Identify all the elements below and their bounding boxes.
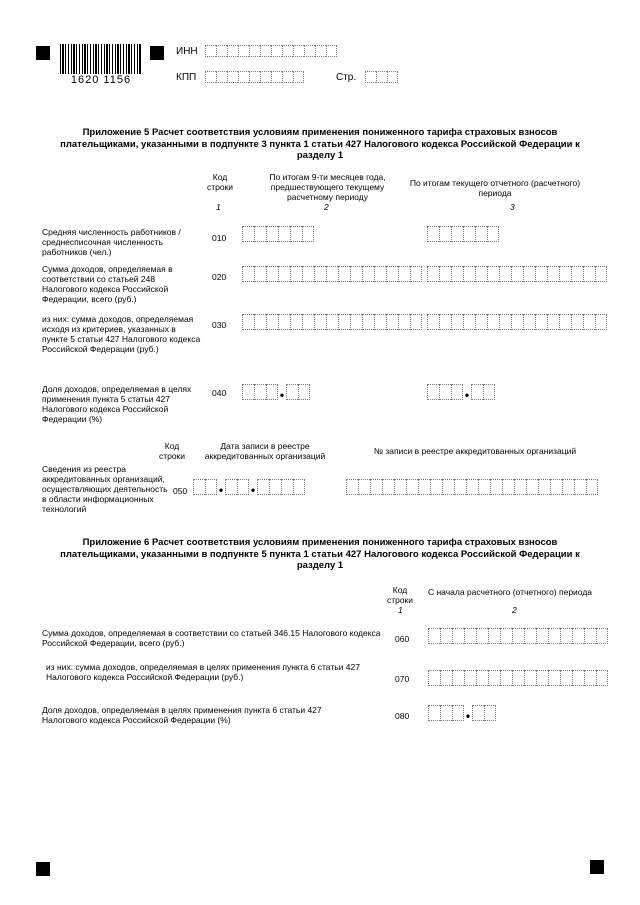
input-cell[interactable] [512, 628, 524, 644]
input-cell[interactable] [346, 479, 358, 495]
input-cell[interactable] [205, 71, 216, 83]
row-010-col3-field[interactable] [427, 226, 499, 242]
input-cell[interactable] [326, 314, 338, 330]
input-cell[interactable] [442, 479, 454, 495]
input-cell[interactable] [374, 266, 386, 282]
input-cell[interactable] [476, 670, 488, 686]
input-cell[interactable] [500, 670, 512, 686]
input-cell[interactable] [290, 226, 302, 242]
input-cell[interactable] [326, 45, 337, 57]
input-cell[interactable] [227, 45, 238, 57]
app6-col-code-header: Код строки [386, 585, 414, 605]
input-cell[interactable] [225, 479, 237, 495]
input-cell[interactable] [302, 314, 314, 330]
decimal-separator: • [250, 483, 256, 497]
input-cell[interactable] [249, 45, 260, 57]
barcode-bars [60, 44, 142, 74]
barcode [60, 44, 142, 84]
input-cell[interactable] [398, 314, 410, 330]
input-cell[interactable] [362, 314, 374, 330]
input-cell[interactable] [376, 71, 387, 83]
input-cell[interactable] [398, 266, 410, 282]
input-cell[interactable] [266, 266, 278, 282]
input-cell[interactable] [440, 705, 452, 721]
input-cell[interactable] [499, 266, 511, 282]
input-cell[interactable] [464, 670, 476, 686]
row-050-label: Сведения из реестра аккредитованных организаций, осуществляющих деятельность в области информационных технологий [42, 464, 168, 514]
input-cell[interactable] [463, 314, 475, 330]
input-cell[interactable] [586, 479, 598, 495]
input-cell[interactable] [430, 479, 442, 495]
input-cell[interactable] [237, 479, 249, 495]
input-cell[interactable] [547, 266, 559, 282]
input-cell[interactable] [571, 266, 583, 282]
col-code-header: Код строки [206, 172, 234, 192]
input-cell[interactable] [205, 45, 216, 57]
input-cell[interactable] [523, 314, 535, 330]
row-070-label: из них: сумма доходов, определяемая в целях применения пункта 6 статьи 427 Налогового кодекса Российской Федерации (руб.) [46, 662, 360, 682]
input-cell[interactable] [257, 479, 269, 495]
decimal-separator: • [218, 483, 224, 497]
input-cell[interactable] [427, 266, 439, 282]
input-cell[interactable] [463, 266, 475, 282]
row-080-code: 080 [395, 711, 410, 721]
input-cell[interactable] [524, 670, 536, 686]
col-num-2: 2 [324, 202, 329, 212]
input-cell[interactable] [302, 226, 314, 242]
input-cell[interactable] [584, 670, 596, 686]
input-cell[interactable] [271, 45, 282, 57]
input-cell[interactable] [535, 314, 547, 330]
input-cell[interactable] [326, 266, 338, 282]
input-cell[interactable] [238, 71, 249, 83]
input-cell[interactable] [560, 670, 572, 686]
row-050-code: 050 [173, 486, 188, 496]
input-cell[interactable] [466, 479, 478, 495]
input-cell[interactable] [350, 266, 362, 282]
input-cell[interactable] [488, 628, 500, 644]
input-cell[interactable] [500, 628, 512, 644]
input-cell[interactable] [314, 266, 326, 282]
app6-col-num-1: 1 [398, 605, 403, 615]
input-cell[interactable] [242, 314, 254, 330]
input-cell[interactable] [304, 45, 315, 57]
input-cell[interactable] [216, 71, 227, 83]
input-cell[interactable] [502, 479, 514, 495]
input-cell[interactable] [427, 226, 439, 242]
input-cell[interactable] [478, 479, 490, 495]
input-cell[interactable] [278, 314, 290, 330]
input-cell[interactable] [427, 314, 439, 330]
row-030-col2-field[interactable] [242, 314, 422, 330]
input-cell[interactable] [523, 266, 535, 282]
input-cell[interactable] [475, 226, 487, 242]
input-cell[interactable] [559, 314, 571, 330]
input-cell[interactable] [314, 314, 326, 330]
input-cell[interactable] [451, 226, 463, 242]
input-cell[interactable] [548, 628, 560, 644]
input-cell[interactable] [293, 71, 304, 83]
corner-marker-top-left [36, 46, 50, 60]
input-cell[interactable] [290, 266, 302, 282]
input-cell[interactable] [572, 670, 584, 686]
row-010-col2-field[interactable] [242, 226, 314, 242]
row-070-field[interactable] [428, 670, 608, 686]
input-cell[interactable] [338, 314, 350, 330]
input-cell[interactable] [427, 384, 439, 400]
input-cell[interactable] [386, 314, 398, 330]
input-cell[interactable] [511, 266, 523, 282]
row-050-num-field[interactable] [346, 479, 598, 495]
input-cell[interactable] [464, 628, 476, 644]
app6-col-period-header: С начала расчетного (отчетного) периода [427, 587, 593, 597]
input-cell[interactable] [596, 628, 608, 644]
input-cell[interactable] [290, 314, 302, 330]
row-060-code: 060 [395, 634, 410, 644]
input-cell[interactable] [475, 266, 487, 282]
input-cell[interactable] [550, 479, 562, 495]
input-cell[interactable] [548, 670, 560, 686]
input-cell[interactable] [216, 45, 227, 57]
row-060-label: Сумма доходов, определяемая в соответствии со статьей 346.15 Налогового кодекса Российской Федерации, всего (руб.) [42, 628, 381, 648]
input-cell[interactable] [271, 71, 282, 83]
input-cell[interactable] [394, 479, 406, 495]
input-cell[interactable] [451, 266, 463, 282]
input-cell[interactable] [254, 314, 266, 330]
input-cell[interactable] [595, 314, 607, 330]
input-cell[interactable] [572, 628, 584, 644]
row-030-col3-field[interactable] [427, 314, 607, 330]
input-cell[interactable] [428, 670, 440, 686]
input-cell[interactable] [293, 45, 304, 57]
input-cell[interactable] [439, 266, 451, 282]
input-cell[interactable] [476, 628, 488, 644]
inn-label: ИНН [176, 46, 198, 57]
input-cell[interactable] [475, 314, 487, 330]
input-cell[interactable] [488, 670, 500, 686]
input-cell[interactable] [410, 266, 422, 282]
input-cell[interactable] [562, 479, 574, 495]
input-cell[interactable] [387, 71, 398, 83]
input-cell[interactable] [282, 45, 293, 57]
row-030-code: 030 [212, 320, 227, 330]
corner-marker-top-mid [150, 46, 164, 60]
input-cell[interactable] [439, 314, 451, 330]
input-cell[interactable] [242, 266, 254, 282]
input-cell[interactable] [205, 479, 217, 495]
input-cell[interactable] [584, 628, 596, 644]
input-cell[interactable] [428, 705, 440, 721]
input-cell[interactable] [428, 628, 440, 644]
input-cell[interactable] [286, 384, 298, 400]
input-cell[interactable] [293, 479, 305, 495]
input-cell[interactable] [535, 266, 547, 282]
input-cell[interactable] [386, 266, 398, 282]
input-cell[interactable] [452, 670, 464, 686]
decimal-separator: • [465, 709, 471, 723]
decimal-separator: • [279, 388, 285, 402]
input-cell[interactable] [242, 384, 254, 400]
input-cell[interactable] [374, 314, 386, 330]
input-cell[interactable] [559, 266, 571, 282]
input-cell[interactable] [490, 479, 502, 495]
input-cell[interactable] [410, 314, 422, 330]
input-cell[interactable] [260, 71, 271, 83]
kpp-label: КПП [176, 72, 197, 83]
input-cell[interactable] [463, 226, 475, 242]
input-cell[interactable] [511, 314, 523, 330]
input-cell[interactable] [547, 314, 559, 330]
input-cell[interactable] [242, 226, 254, 242]
row-040-code: 040 [212, 388, 227, 398]
input-cell[interactable] [583, 314, 595, 330]
input-cell[interactable] [583, 266, 595, 282]
row-020-col2-field[interactable] [242, 266, 422, 282]
row-020-col3-field[interactable] [427, 266, 607, 282]
row-040-col2-field[interactable] [242, 384, 310, 400]
row-060-field[interactable] [428, 628, 608, 644]
row-020-code: 020 [212, 272, 227, 282]
input-cell[interactable] [238, 45, 249, 57]
row-020-label: Сумма доходов, определяемая в соответствии со статьей 248 Налогового кодекса Российской Федерации, всего (руб.) [42, 264, 173, 304]
row-050-date-field[interactable] [193, 479, 305, 495]
input-cell[interactable] [365, 71, 376, 83]
input-cell[interactable] [358, 479, 370, 495]
inn-field[interactable] [205, 45, 337, 57]
input-cell[interactable] [266, 226, 278, 242]
input-cell[interactable] [538, 479, 550, 495]
page-number-field[interactable] [365, 71, 398, 83]
input-cell[interactable] [483, 384, 495, 400]
input-cell[interactable] [526, 479, 538, 495]
input-cell[interactable] [418, 479, 430, 495]
row-080-field[interactable] [428, 705, 496, 721]
input-cell[interactable] [382, 479, 394, 495]
input-cell[interactable] [514, 479, 526, 495]
appendix-5-title: Приложение 5 Расчет соответствия условиям применения пониженного тарифа страховых взносов плательщиками, указанными в подпункте 3 пункта 1 статьи 427 Налогового кодекса Российской Федерации к разделу 1 [60, 127, 580, 161]
input-cell[interactable] [260, 45, 271, 57]
input-cell[interactable] [269, 479, 281, 495]
input-cell[interactable] [487, 314, 499, 330]
app6-col-num-2: 2 [512, 605, 517, 615]
input-cell[interactable] [440, 628, 452, 644]
row-030-label: из них: сумма доходов, определяемая исходя из критериев, указанных в пункте 5 статьи 427 Налогового кодекса Российской Федерации (руб.) [42, 314, 201, 354]
input-cell[interactable] [193, 479, 205, 495]
barcode-number: 1620 1156 [70, 74, 132, 86]
col-9m-header: По итогам 9-ти месяцев года, предшествующего текущему расчетному периоду [269, 172, 386, 202]
input-cell[interactable] [227, 71, 238, 83]
input-cell[interactable] [362, 266, 374, 282]
input-cell[interactable] [452, 705, 464, 721]
input-cell[interactable] [574, 479, 586, 495]
input-cell[interactable] [571, 314, 583, 330]
input-cell[interactable] [536, 628, 548, 644]
input-cell[interactable] [451, 384, 463, 400]
input-cell[interactable] [512, 670, 524, 686]
corner-marker-bottom-left [36, 862, 50, 876]
input-cell[interactable] [471, 384, 483, 400]
input-cell[interactable] [560, 628, 572, 644]
input-cell[interactable] [439, 384, 451, 400]
input-cell[interactable] [338, 266, 350, 282]
input-cell[interactable] [406, 479, 418, 495]
input-cell[interactable] [439, 226, 451, 242]
input-cell[interactable] [440, 670, 452, 686]
input-cell[interactable] [254, 226, 266, 242]
input-cell[interactable] [484, 705, 496, 721]
row-040-col3-field[interactable] [427, 384, 495, 400]
input-cell[interactable] [596, 670, 608, 686]
col-current-header: По итогам текущего отчетного (расчетного) периода [409, 178, 581, 198]
input-cell[interactable] [452, 628, 464, 644]
input-cell[interactable] [487, 266, 499, 282]
input-cell[interactable] [266, 314, 278, 330]
input-cell[interactable] [266, 384, 278, 400]
input-cell[interactable] [350, 314, 362, 330]
input-cell[interactable] [451, 314, 463, 330]
input-cell[interactable] [524, 628, 536, 644]
row-010-label: Средняя численность работников / среднесписочная численность работников (чел.) [42, 227, 181, 257]
input-cell[interactable] [302, 266, 314, 282]
col-num-3: 3 [510, 202, 515, 212]
input-cell[interactable] [487, 226, 499, 242]
input-cell[interactable] [370, 479, 382, 495]
appendix-6-title: Приложение 6 Расчет соответствия условиям применения пониженного тарифа страховых взносов плательщиками, указанными в подпункте 5 пункта 1 статьи 427 Налогового кодекса Российской Федерации к разделу 1 [60, 537, 580, 571]
input-cell[interactable] [278, 266, 290, 282]
input-cell[interactable] [595, 266, 607, 282]
reg-col-num-header: № записи в реестре аккредитованных организаций [373, 446, 577, 456]
input-cell[interactable] [454, 479, 466, 495]
row-070-code: 070 [395, 674, 410, 684]
reg-col-date-header: Дата записи в реестре аккредитованных организаций [204, 441, 326, 461]
input-cell[interactable] [298, 384, 310, 400]
row-040-label: Доля доходов, определяемая в целях применения пункта 5 статьи 427 Налогового кодекса Российской Федерации (%) [42, 384, 192, 424]
row-010-code: 010 [212, 233, 227, 243]
input-cell[interactable] [254, 266, 266, 282]
kpp-field[interactable] [205, 71, 304, 83]
input-cell[interactable] [282, 71, 293, 83]
reg-col-code-header: Код строки [158, 441, 186, 461]
input-cell[interactable] [315, 45, 326, 57]
input-cell[interactable] [254, 384, 266, 400]
corner-marker-bottom-right [590, 860, 604, 874]
input-cell[interactable] [278, 226, 290, 242]
input-cell[interactable] [499, 314, 511, 330]
col-num-1: 1 [216, 202, 221, 212]
decimal-separator: • [464, 388, 470, 402]
input-cell[interactable] [281, 479, 293, 495]
input-cell[interactable] [472, 705, 484, 721]
input-cell[interactable] [536, 670, 548, 686]
row-080-label: Доля доходов, определяемая в целях применения пункта 6 статьи 427 Налогового кодекса Российской Федерации (%) [42, 705, 322, 725]
input-cell[interactable] [249, 71, 260, 83]
page-label: Стр. [336, 72, 357, 83]
